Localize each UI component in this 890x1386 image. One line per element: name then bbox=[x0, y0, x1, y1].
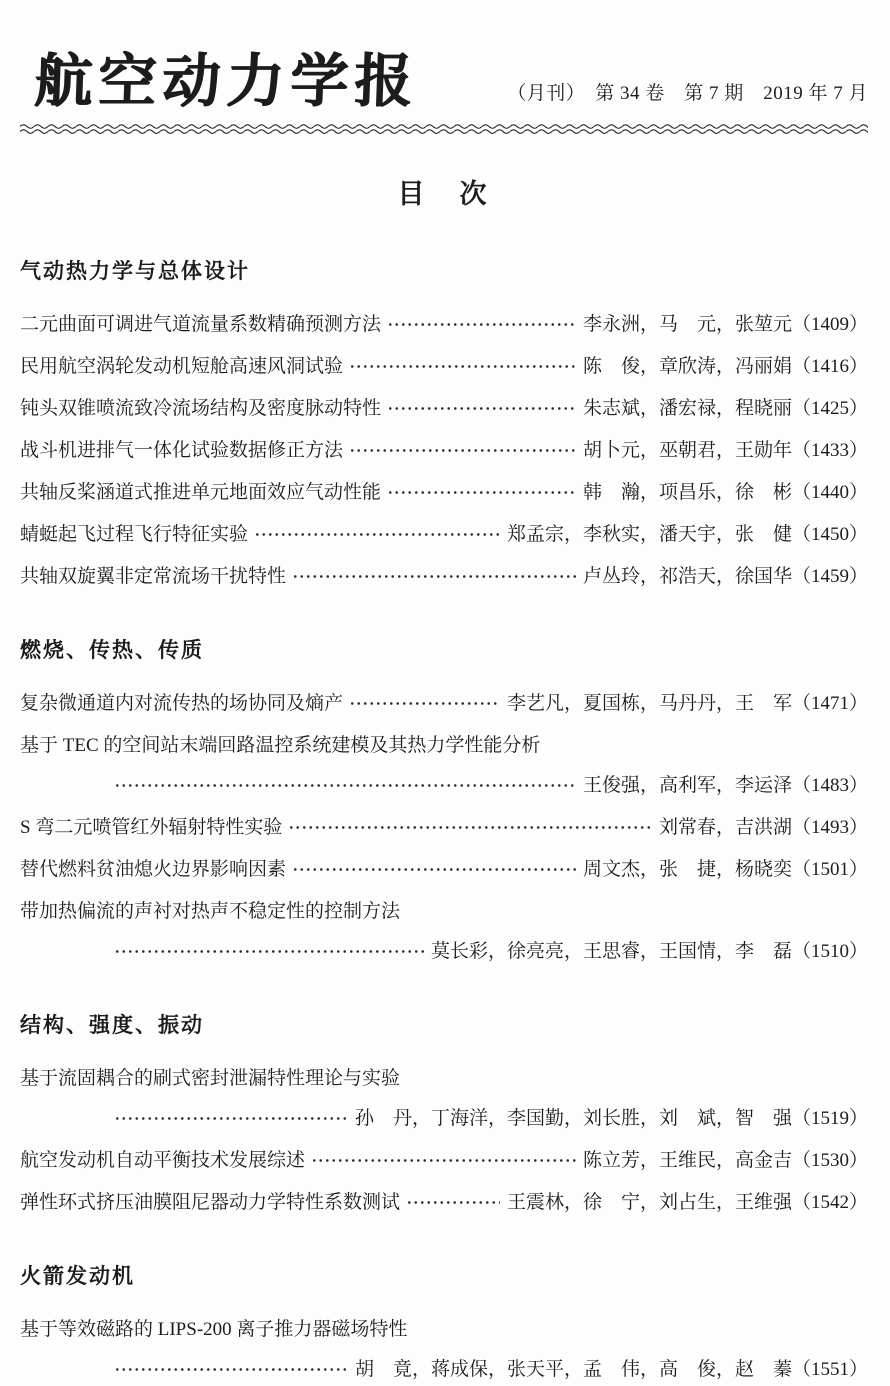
section-heading: 气动热力学与总体设计 bbox=[20, 259, 250, 283]
toc-entry bbox=[20, 898, 868, 925]
toc-entry bbox=[20, 856, 868, 883]
toc-entry bbox=[20, 1147, 868, 1174]
article-authors-page: 王俊强，高利军，李运泽（1483） bbox=[582, 774, 868, 796]
toc-entry bbox=[20, 395, 868, 422]
dot-leader bbox=[114, 782, 576, 789]
article-authors-page: 胡卜元，巫朝君，王勋年（1433） bbox=[582, 439, 868, 461]
dot-leader bbox=[349, 700, 500, 707]
section-heading: 火箭发动机 bbox=[20, 1264, 135, 1288]
article-title: 基于 TEC 的空间站末端回路温控系统建模及其热力学性能分析 bbox=[20, 734, 541, 756]
dot-leader bbox=[387, 489, 576, 496]
article-authors-page: 卢丛玲，祁浩天，徐国华（1459） bbox=[582, 565, 868, 587]
article-title: 带加热偏流的声衬对热声不稳定性的控制方法 bbox=[20, 900, 401, 922]
article-title: 钝头双锥喷流致冷流场结构及密度脉动特性 bbox=[20, 397, 382, 419]
dot-leader bbox=[387, 321, 576, 328]
section-heading: 结构、强度、振动 bbox=[20, 1013, 204, 1037]
toc-entry bbox=[20, 521, 868, 548]
dot-leader bbox=[349, 447, 576, 454]
dot-leader bbox=[292, 866, 576, 873]
article-authors-page: 胡 竟，蒋成保，张天平，孟 伟，高 俊，赵 蓁（1551） bbox=[354, 1358, 868, 1380]
toc-entry bbox=[20, 311, 868, 338]
dot-leader bbox=[288, 824, 652, 831]
section-heading: 燃烧、传热、传质 bbox=[20, 638, 204, 662]
toc-entry-continuation bbox=[20, 772, 868, 799]
article-title: S 弯二元喷管红外辐射特性实验 bbox=[20, 816, 283, 838]
article-authors-page: 陈 俊，章欣涛，冯丽娟（1416） bbox=[582, 355, 868, 377]
article-authors-page: 陈立芳，王维民，高金吉（1530） bbox=[582, 1149, 868, 1171]
toc-entry bbox=[20, 1189, 868, 1216]
article-title: 弹性环式挤压油膜阻尼器动力学特性系数测试 bbox=[20, 1191, 401, 1213]
article-authors-page: 李艺凡，夏国栋，马丹丹，王 军（1471） bbox=[506, 692, 868, 714]
article-title: 民用航空涡轮发动机短舱高速风洞试验 bbox=[20, 355, 344, 377]
dot-leader bbox=[349, 363, 576, 370]
article-authors-page: 朱志斌，潘宏禄，程晓丽（1425） bbox=[582, 397, 868, 419]
toc-entry bbox=[20, 353, 868, 380]
article-authors-page: 李永洲，马 元，张堃元（1409） bbox=[582, 313, 868, 335]
article-title: 战斗机进排气一体化试验数据修正方法 bbox=[20, 439, 344, 461]
section-combustion-heat-mass bbox=[20, 634, 868, 965]
article-title: 复杂微通道内对流传热的场协同及熵产 bbox=[20, 692, 344, 714]
dot-leader bbox=[114, 948, 424, 955]
article-authors-page: 莫长彩，徐亮亮，王思睿，王国情，李 磊（1510） bbox=[430, 940, 868, 962]
section-structure-strength-vibration bbox=[20, 1009, 868, 1216]
article-title: 共轴双旋翼非定常流场干扰特性 bbox=[20, 565, 287, 587]
toc-entry bbox=[20, 563, 868, 590]
article-title: 航空发动机自动平衡技术发展综述 bbox=[20, 1149, 306, 1171]
journal-title: 航空动力学报 bbox=[32, 47, 420, 115]
section-rocket-engine bbox=[20, 1260, 868, 1383]
toc-entry bbox=[20, 1316, 868, 1343]
article-authors-page: 郑孟宗，李秋实，潘天宇，张 健（1450） bbox=[506, 523, 868, 545]
toc-entry bbox=[20, 732, 868, 759]
article-title: 共轴反桨涵道式推进单元地面效应气动性能 bbox=[20, 481, 382, 503]
wavy-rule bbox=[20, 123, 868, 136]
dot-leader bbox=[292, 573, 576, 580]
article-title: 基于等效磁路的 LIPS-200 离子推力器磁场特性 bbox=[20, 1318, 408, 1340]
section-aerothermodynamics bbox=[20, 255, 868, 590]
article-title: 二元曲面可调进气道流量系数精确预测方法 bbox=[20, 313, 382, 335]
toc-entry bbox=[20, 1065, 868, 1092]
article-authors-page: 孙 丹，丁海洋，李国勤，刘长胜，刘 斌，智 强（1519） bbox=[354, 1107, 868, 1129]
toc-entry bbox=[20, 437, 868, 464]
dot-leader bbox=[311, 1157, 576, 1164]
masthead bbox=[20, 47, 868, 115]
dot-leader bbox=[254, 531, 500, 538]
dot-leader bbox=[387, 405, 576, 412]
article-title: 基于流固耦合的刷式密封泄漏特性理论与实验 bbox=[20, 1067, 401, 1089]
issue-info: （月刊） 第 34 卷 第 7 期 2019 年 7 月 bbox=[507, 82, 868, 104]
article-authors-page: 韩 瀚，项昌乐，徐 彬（1440） bbox=[582, 481, 868, 503]
toc-title: 目 次 bbox=[397, 178, 491, 209]
toc-entry-continuation bbox=[20, 938, 868, 965]
article-title: 替代燃料贫油熄火边界影响因素 bbox=[20, 858, 287, 880]
toc-entry bbox=[20, 690, 868, 717]
article-title: 蜻蜓起飞过程飞行特征实验 bbox=[20, 523, 249, 545]
article-authors-page: 刘常春，吉洪湖（1493） bbox=[658, 816, 868, 838]
article-authors-page: 周文杰，张 捷，杨晓奕（1501） bbox=[582, 858, 868, 880]
toc-entry bbox=[20, 814, 868, 841]
toc-entry bbox=[20, 479, 868, 506]
dot-leader bbox=[114, 1115, 348, 1122]
toc-entry-continuation bbox=[20, 1105, 868, 1132]
article-authors-page: 王震林，徐 宁，刘占生，王维强（1542） bbox=[506, 1191, 868, 1213]
dot-leader bbox=[114, 1366, 348, 1373]
toc-entry-continuation bbox=[20, 1356, 868, 1383]
dot-leader bbox=[406, 1199, 500, 1206]
